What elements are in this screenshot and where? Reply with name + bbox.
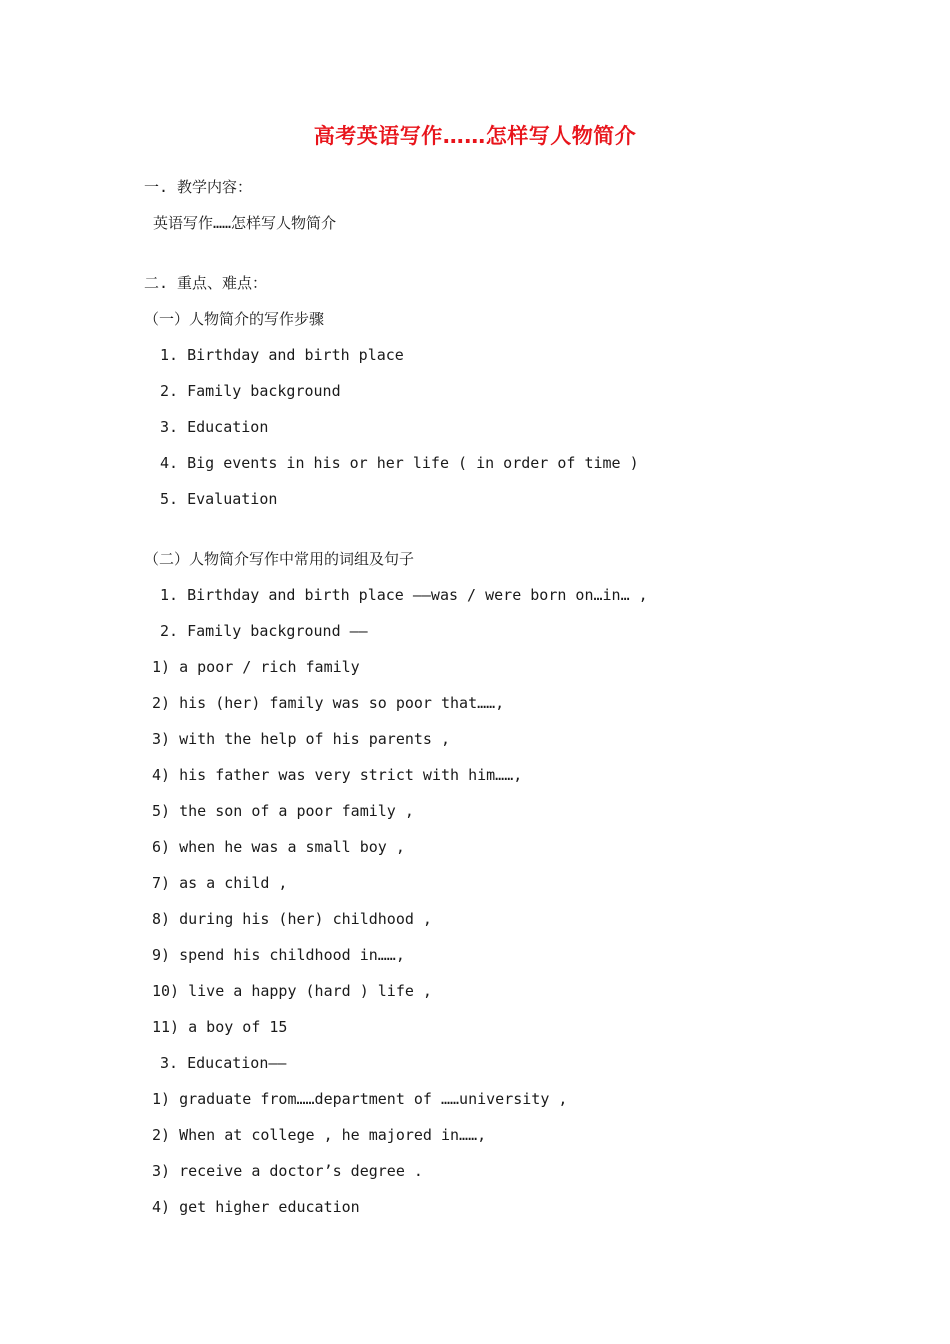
section1-content: 英语写作……怎样写人物简介 [153, 214, 337, 232]
education-item: 3) receive a doctor’s degree . [152, 1162, 423, 1180]
part1-heading: （一）人物简介的写作步骤 [144, 310, 325, 328]
family-item: 4) his father was very strict with him……, [152, 766, 523, 784]
part2-heading: （二）人物简介写作中常用的词组及句子 [144, 550, 415, 568]
education-heading: 3. Education—— [160, 1054, 287, 1072]
family-item: 5) the son of a poor family , [152, 802, 414, 820]
section1-heading: 一. 教学内容： [144, 178, 253, 196]
education-item: 4) get higher education [152, 1198, 360, 1216]
family-item: 8) during his (her) childhood , [152, 910, 432, 928]
step-item: 3. Education [160, 418, 269, 436]
family-item: 7) as a child , [152, 874, 288, 892]
step-item: 5. Evaluation [160, 490, 278, 508]
family-item: 3) with the help of his parents , [152, 730, 451, 748]
document-title: 高考英语写作……怎样写人物简介 [313, 124, 637, 148]
family-item: 1) a poor / rich family [152, 658, 360, 676]
step-item: 1. Birthday and birth place [160, 346, 404, 364]
step-item: 2. Family background [160, 382, 341, 400]
education-item: 1) graduate from……department of ……university , [152, 1090, 568, 1108]
family-item: 11) a boy of 15 [152, 1018, 288, 1036]
birth-phrase: 1. Birthday and birth place ——was / were born on…in… , [160, 586, 648, 604]
step-item: 4. Big events in his or her life ( in order of time ) [160, 454, 639, 472]
family-item: 9) spend his childhood in……, [152, 946, 405, 964]
family-heading: 2. Family background —— [160, 622, 368, 640]
education-item: 2) When at college , he majored in……, [152, 1126, 487, 1144]
family-item: 10) live a happy (hard ) life , [152, 982, 432, 1000]
family-item: 2) his (her) family was so poor that……, [152, 694, 505, 712]
family-item: 6) when he was a small boy , [152, 838, 405, 856]
section2-heading: 二. 重点、难点： [144, 274, 268, 292]
